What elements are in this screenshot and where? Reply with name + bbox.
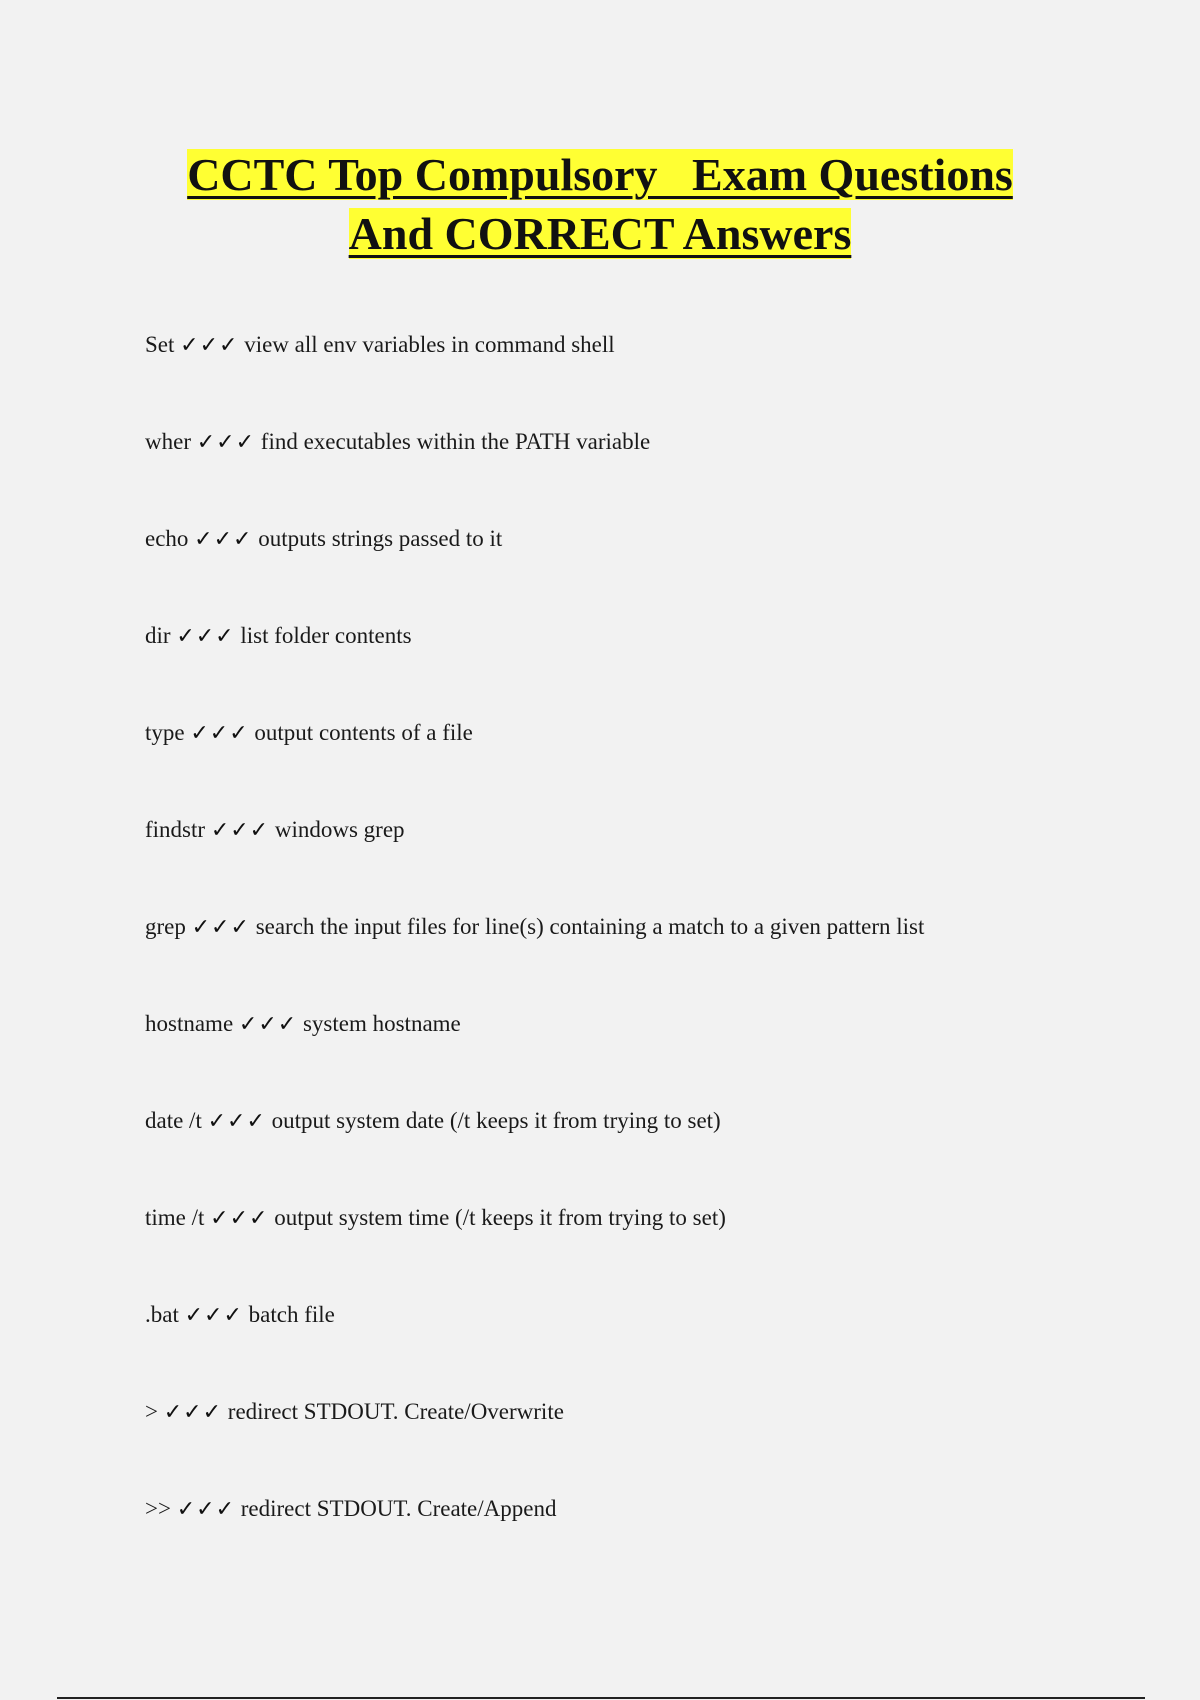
qa-entry <box>145 1494 556 1525</box>
qa-entry <box>145 1397 564 1428</box>
check-marks-icon: ✓✓✓ <box>180 333 239 358</box>
title-line-2: And CORRECT Answers <box>348 208 852 259</box>
qa-entry <box>145 912 924 943</box>
check-marks-icon: ✓✓✓ <box>176 1497 236 1522</box>
entry-term: wher <box>145 429 191 454</box>
entry-definition: find executables within the PATH variable <box>260 429 651 454</box>
entry-definition: outputs strings passed to it <box>258 526 503 551</box>
check-marks-icon: ✓✓✓ <box>190 721 249 746</box>
entry-definition: search the input files for line(s) containing a match to a given pattern list <box>255 914 925 939</box>
check-marks-icon: ✓✓✓ <box>196 430 256 455</box>
qa-entry <box>145 815 405 846</box>
entry-definition: windows grep <box>274 817 405 842</box>
entry-term: > <box>145 1399 158 1424</box>
check-marks-icon: ✓✓✓ <box>194 527 253 552</box>
entry-definition: list folder contents <box>240 623 412 648</box>
entry-term: grep <box>145 914 186 939</box>
entry-term: dir <box>145 623 171 648</box>
entry-term: time /t <box>145 1205 205 1230</box>
qa-entry <box>145 718 473 749</box>
entry-term: hostname <box>145 1011 234 1036</box>
qa-entry <box>145 524 502 555</box>
check-marks-icon: ✓✓✓ <box>184 1303 243 1328</box>
entry-term: Set <box>145 332 175 357</box>
entry-definition: output system time (/t keeps it from trying to set) <box>274 1205 726 1230</box>
entry-definition: batch file <box>248 1302 335 1327</box>
page-bottom-divider <box>57 1697 1145 1699</box>
qa-entry <box>145 1106 721 1137</box>
entry-definition: redirect STDOUT. Create/Append <box>240 1496 557 1521</box>
title-line-1: CCTC Top Compulsory Exam Questions <box>187 149 1013 200</box>
qa-entry <box>145 330 615 361</box>
entry-definition: output contents of a file <box>254 720 473 745</box>
qa-entry <box>145 427 650 458</box>
qa-entry <box>145 1203 726 1234</box>
check-marks-icon: ✓✓✓ <box>210 1206 269 1231</box>
check-marks-icon: ✓✓✓ <box>176 624 235 649</box>
check-marks-icon: ✓✓✓ <box>191 915 250 940</box>
entry-definition: view all env variables in command shell <box>244 332 615 357</box>
entry-definition: redirect STDOUT. Create/Overwrite <box>227 1399 564 1424</box>
check-marks-icon: ✓✓✓ <box>163 1400 223 1425</box>
entry-term: type <box>145 720 185 745</box>
qa-entry <box>145 621 412 652</box>
entry-term: .bat <box>145 1302 179 1327</box>
entry-definition: output system date (/t keeps it from trying to set) <box>271 1108 721 1133</box>
check-marks-icon: ✓✓✓ <box>207 1109 266 1134</box>
check-marks-icon: ✓✓✓ <box>210 818 270 843</box>
qa-entry <box>145 1009 461 1040</box>
entry-term: findstr <box>145 817 206 842</box>
entry-term: echo <box>145 526 189 551</box>
check-marks-icon: ✓✓✓ <box>238 1012 298 1037</box>
qa-entry <box>145 1300 335 1331</box>
document-title <box>100 145 1100 263</box>
entry-term: date /t <box>145 1108 202 1133</box>
entry-definition: system hostname <box>302 1011 461 1036</box>
entry-term: >> <box>145 1496 171 1521</box>
